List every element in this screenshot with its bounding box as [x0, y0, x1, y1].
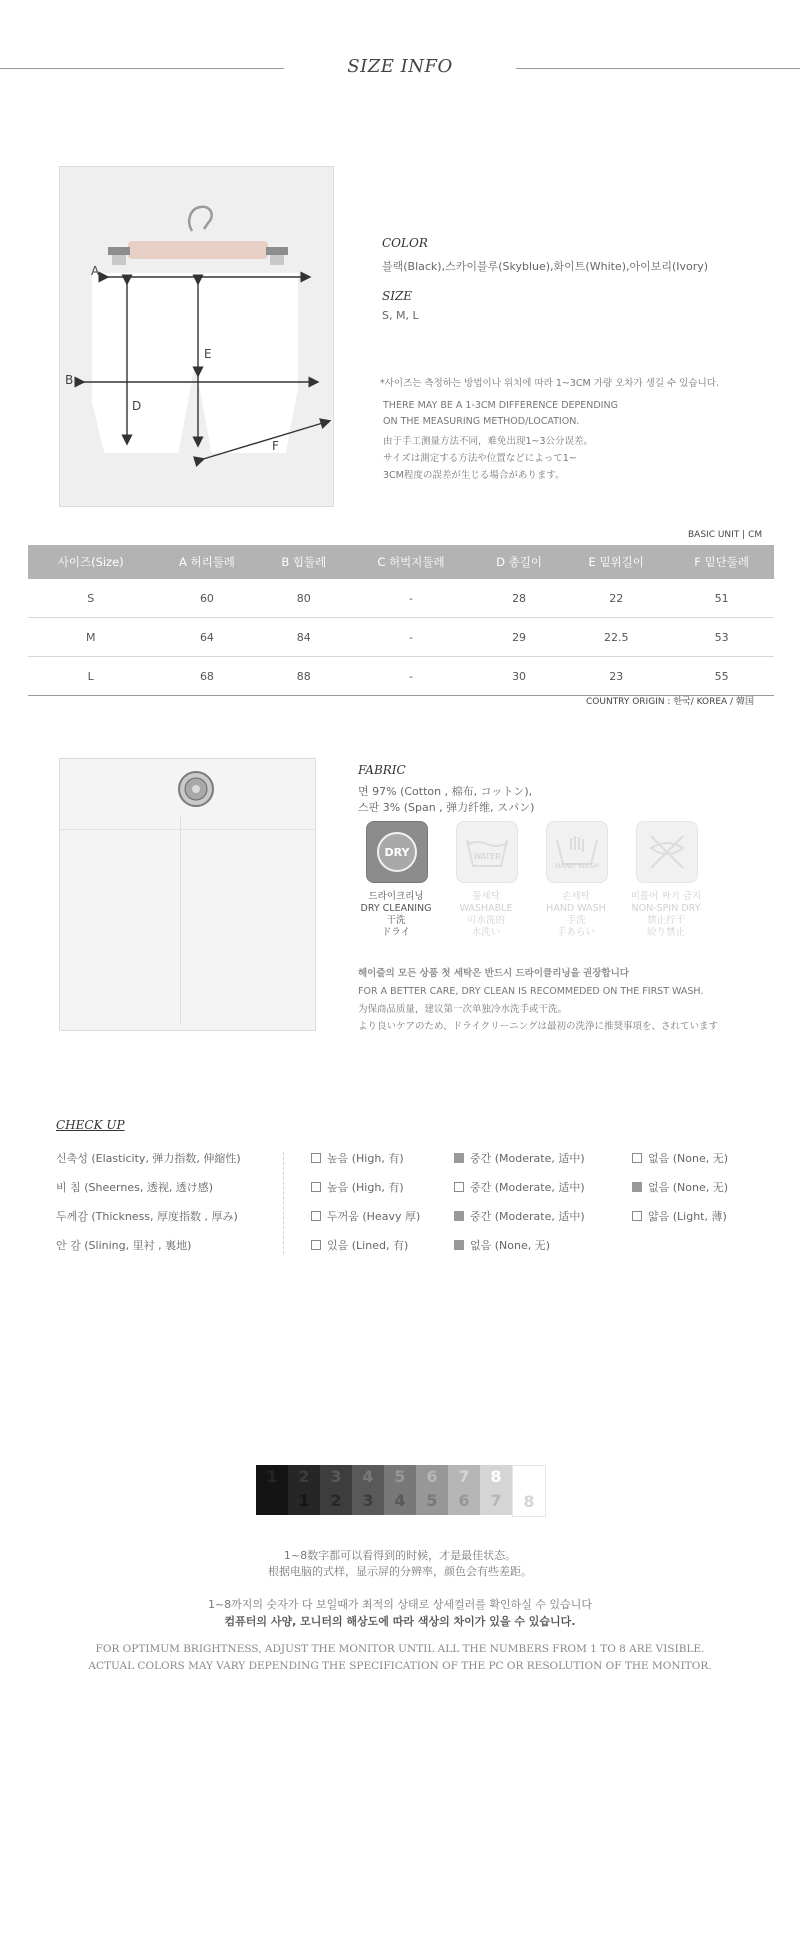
caption-line: ドライ: [381, 927, 411, 938]
thickness-light[interactable]: [632, 1208, 727, 1224]
lining-none[interactable]: [454, 1237, 550, 1253]
gray-number-top: 6: [426, 1467, 438, 1486]
label-e: E: [204, 347, 212, 361]
note-en-2: ON THE MEASURING METHOD/LOCATION.: [383, 416, 580, 427]
option-text: 얇음 (Light, 薄): [648, 1210, 727, 1223]
header-size: 사이즈(Size): [28, 545, 153, 579]
dry-icon-text: DRY: [384, 846, 410, 859]
table-cell: 60: [153, 579, 260, 618]
table-cell: L: [28, 657, 153, 696]
table-cell: 22.5: [563, 618, 669, 657]
monitor-note-kr-2: 컴퓨터의 사양, 모니터의 해상도에 따라 색상의 차이가 있을 수 있습니다.: [224, 1615, 576, 1628]
table-cell: 51: [669, 579, 774, 618]
option-text: 중간 (Moderate, 适中): [470, 1181, 585, 1194]
waistband-seam: [60, 829, 315, 830]
color-value: 블랙(Black),스카이블루(Skyblue),화이트(White),아이보리(Ivory): [382, 260, 709, 273]
checkup-row-elasticity: 신축성 (Elasticity, 弹力指数, 伸縮性): [56, 1152, 241, 1165]
option-text: 없음 (None, 无): [648, 1181, 729, 1194]
country-origin: COUNTRY ORIGIN : 한국/ KOREA / 韓国: [586, 697, 754, 707]
option-text: 있음 (Lined, 有): [327, 1239, 409, 1252]
fabric-line-1: 면 97% (Cotton , 棉布, コットン),: [358, 785, 533, 798]
table-row: [28, 657, 774, 696]
monitor-note-en-2: ACTUAL COLORS MAY VARY DEPENDING THE SPECIFICATION OF THE PC OR RESOLUTION OF THE MONITOR.: [88, 1660, 712, 1672]
table-cell: 22: [563, 579, 669, 618]
hand-wash-caption: [528, 891, 624, 939]
header-waist: A 허리둘레: [153, 545, 260, 579]
gray-number-top: 4: [362, 1467, 374, 1486]
caption-line: 手あらい: [556, 927, 595, 938]
checkbox[interactable]: [454, 1182, 464, 1192]
care-jp: より良いケアのため、ドライクリーニングは最初の洗浄に推奨事項を、されています: [358, 1021, 718, 1032]
caption-line: 干洗: [386, 915, 406, 926]
table-cell: S: [28, 579, 153, 618]
checkbox[interactable]: [311, 1182, 321, 1192]
gray-number-top: 3: [330, 1467, 342, 1486]
gray-number-bottom: 2: [330, 1491, 342, 1510]
gray-number-bottom: 8: [523, 1492, 535, 1511]
fabric-photo: [59, 758, 316, 1031]
caption-line: 손세탁: [562, 891, 590, 902]
elasticity-none[interactable]: [632, 1150, 728, 1166]
gray-swatch: [416, 1465, 448, 1515]
sheerness-moderate[interactable]: [454, 1179, 585, 1195]
fabric-label: FABRIC: [358, 763, 406, 777]
gray-swatch: [288, 1465, 320, 1515]
gray-number-top: 1: [266, 1467, 278, 1486]
checkup-divider: [283, 1152, 284, 1254]
gray-number-top: 8: [490, 1467, 502, 1486]
checkbox[interactable]: [311, 1211, 321, 1221]
care-en: FOR A BETTER CARE, DRY CLEAN IS RECOMMEDED ON THE FIRST WASH.: [358, 986, 704, 997]
gray-swatch: [512, 1465, 546, 1517]
caption-line: 絞り禁止: [646, 927, 685, 938]
size-label: SIZE: [382, 289, 413, 303]
gray-number-bottom: 4: [394, 1491, 406, 1510]
table-cell: 68: [153, 657, 260, 696]
checkbox-checked[interactable]: [454, 1153, 464, 1163]
caption-line: 드라이크리닝: [368, 891, 424, 902]
gray-swatch: [256, 1465, 288, 1515]
table-cell: M: [28, 618, 153, 657]
caption-line: 可水洗的: [466, 915, 505, 926]
table-row: [28, 579, 774, 618]
gray-number-bottom: 5: [426, 1491, 438, 1510]
fabric-line-2: 스판 3% (Span , 弹力纤维, スパン): [358, 801, 535, 814]
table-header-row: [28, 545, 774, 579]
caption-line: 물세탁: [472, 891, 500, 902]
caption-line: DRY CLEANING: [360, 903, 432, 914]
sheerness-high[interactable]: [311, 1179, 404, 1195]
checkbox-checked[interactable]: [454, 1240, 464, 1250]
gray-number-top: 5: [394, 1467, 406, 1486]
note-cn: 由于手工测量方法不同，难免出现1~3公分误差。: [383, 436, 594, 447]
caption-line: 비틀어 짜기 금지: [630, 891, 702, 902]
checkup-row-lining: 안 감 (Slining, 里衬 , 裏地): [56, 1239, 192, 1252]
option-text: 없음 (None, 无): [648, 1152, 729, 1165]
table-cell: 53: [669, 618, 774, 657]
dry-clean-icon: [366, 821, 428, 883]
caption-line: NON-SPIN DRY: [631, 903, 701, 914]
table-cell: 55: [669, 657, 774, 696]
note-jp-1: サイズは測定する方法や位置などによって1~: [383, 453, 577, 464]
measurement-lines: [60, 167, 333, 506]
monitor-note-kr-1: 1~8까지의 숫자가 다 보일때가 최적의 상태로 상세컬러를 확인하실 수 있습니다: [207, 1598, 593, 1611]
monitor-note-en-1: FOR OPTIMUM BRIGHTNESS, ADJUST THE MONITOR UNTIL ALL THE NUMBERS FROM 1 TO 8 ARE VISIBLE.: [95, 1643, 705, 1655]
note-kr: *사이즈는 측정하는 방법이나 위치에 따라 1~3CM 가량 오차가 생길 수 있습니다.: [380, 378, 719, 389]
header-hip: B 힙둘레: [260, 545, 347, 579]
monitor-note-cn-2: 根据电脑的式样，显示屏的分辨率，颜色会有些差距。: [268, 1565, 532, 1578]
option-text: 중간 (Moderate, 适中): [470, 1152, 585, 1165]
table-cell: 64: [153, 618, 260, 657]
sheerness-none[interactable]: [632, 1179, 728, 1195]
gray-swatch: [352, 1465, 384, 1515]
water-icon-text: WATER: [473, 852, 501, 861]
table-cell: 80: [260, 579, 347, 618]
hand-wash-icon-text: HAND WASH: [555, 862, 599, 870]
note-jp-2: 3CM程度の誤差が生じる場合があります。: [383, 470, 565, 481]
elasticity-moderate[interactable]: [454, 1150, 585, 1166]
option-text: 두꺼움 (Heavy 厚): [327, 1210, 421, 1223]
water-wash-icon: [456, 821, 518, 883]
header-hem: F 밑단둘레: [669, 545, 774, 579]
option-text: 높음 (High, 有): [327, 1181, 404, 1194]
elasticity-high[interactable]: [311, 1150, 404, 1166]
caption-line: WASHABLE: [459, 903, 513, 914]
gray-swatch: [448, 1465, 480, 1515]
gray-number-bottom: 7: [490, 1491, 502, 1510]
gray-swatch: [384, 1465, 416, 1515]
gray-swatch: [320, 1465, 352, 1515]
color-label: COLOR: [382, 236, 428, 250]
header-length: D 총길이: [475, 545, 563, 579]
caption-line: 水洗い: [471, 927, 501, 938]
checkbox[interactable]: [632, 1153, 642, 1163]
table-cell: 29: [475, 618, 563, 657]
gray-number-top: 2: [298, 1467, 310, 1486]
table-cell: -: [347, 657, 475, 696]
checkup-label: CHECK UP: [56, 1118, 125, 1132]
basic-unit: BASIC UNIT | CM: [688, 530, 763, 540]
table-row: [28, 618, 774, 657]
caption-line: HAND WASH: [546, 903, 606, 914]
option-text: 없음 (None, 无): [470, 1239, 551, 1252]
gray-number-top: 7: [458, 1467, 470, 1486]
checkbox[interactable]: [311, 1240, 321, 1250]
monitor-note-cn-1: 1~8数字都可以看得到的时候，才是最佳状态。: [283, 1549, 517, 1562]
option-text: 중간 (Moderate, 适中): [470, 1210, 585, 1223]
no-wring-caption: [618, 891, 714, 939]
caption-line: 禁止拧干: [646, 915, 685, 926]
size-table: [28, 545, 774, 696]
header-thigh: C 허벅지둘레: [347, 545, 475, 579]
size-value: S, M, L: [382, 309, 419, 322]
label-b: B: [65, 373, 74, 387]
table-cell: -: [347, 618, 475, 657]
checkup-row-thickness: 두께감 (Thickness, 厚度指数 , 厚み): [56, 1210, 238, 1223]
checkup-row-sheerness: 비 침 (Sheernes, 透视, 透け感): [56, 1181, 214, 1194]
table-cell: 23: [563, 657, 669, 696]
no-wring-icon: [636, 821, 698, 883]
thickness-heavy[interactable]: [311, 1208, 420, 1224]
checkbox-checked[interactable]: [454, 1211, 464, 1221]
thickness-moderate[interactable]: [454, 1208, 585, 1224]
fabric-seam: [180, 815, 181, 1025]
option-text: 높음 (High, 有): [327, 1152, 404, 1165]
checkbox-checked[interactable]: [632, 1182, 642, 1192]
label-a: A: [91, 264, 100, 278]
lining-lined[interactable]: [311, 1237, 408, 1253]
gray-number-bottom: 3: [362, 1491, 374, 1510]
gray-number-bottom: 6: [458, 1491, 470, 1510]
label-f: F: [272, 439, 279, 453]
table-cell: 30: [475, 657, 563, 696]
table-cell: -: [347, 579, 475, 618]
caption-line: 手洗: [566, 915, 586, 926]
gray-swatch: [480, 1465, 512, 1515]
gray-number-bottom: 1: [298, 1491, 310, 1510]
table-cell: 88: [260, 657, 347, 696]
size-diagram-photo: [59, 166, 334, 507]
care-cn: 为保商品质量，建议第一次单独冷水洗手或干洗。: [358, 1004, 568, 1015]
checkbox[interactable]: [632, 1211, 642, 1221]
hand-wash-icon: [546, 821, 608, 883]
jeans-button-icon: [176, 769, 216, 809]
header-rise: E 밑위길이: [563, 545, 669, 579]
dry-clean-caption: [348, 891, 444, 939]
table-cell: 84: [260, 618, 347, 657]
water-wash-caption: [438, 891, 534, 939]
checkbox[interactable]: [311, 1153, 321, 1163]
section-title: SIZE INFO: [347, 56, 453, 77]
care-kr: 헤이즐의 모든 상품 첫 세탁은 반드시 드라이클리닝을 권장합니다: [358, 968, 629, 979]
table-cell: 28: [475, 579, 563, 618]
label-d: D: [132, 399, 142, 413]
note-en-1: THERE MAY BE A 1-3CM DIFFERENCE DEPENDING: [383, 400, 618, 411]
